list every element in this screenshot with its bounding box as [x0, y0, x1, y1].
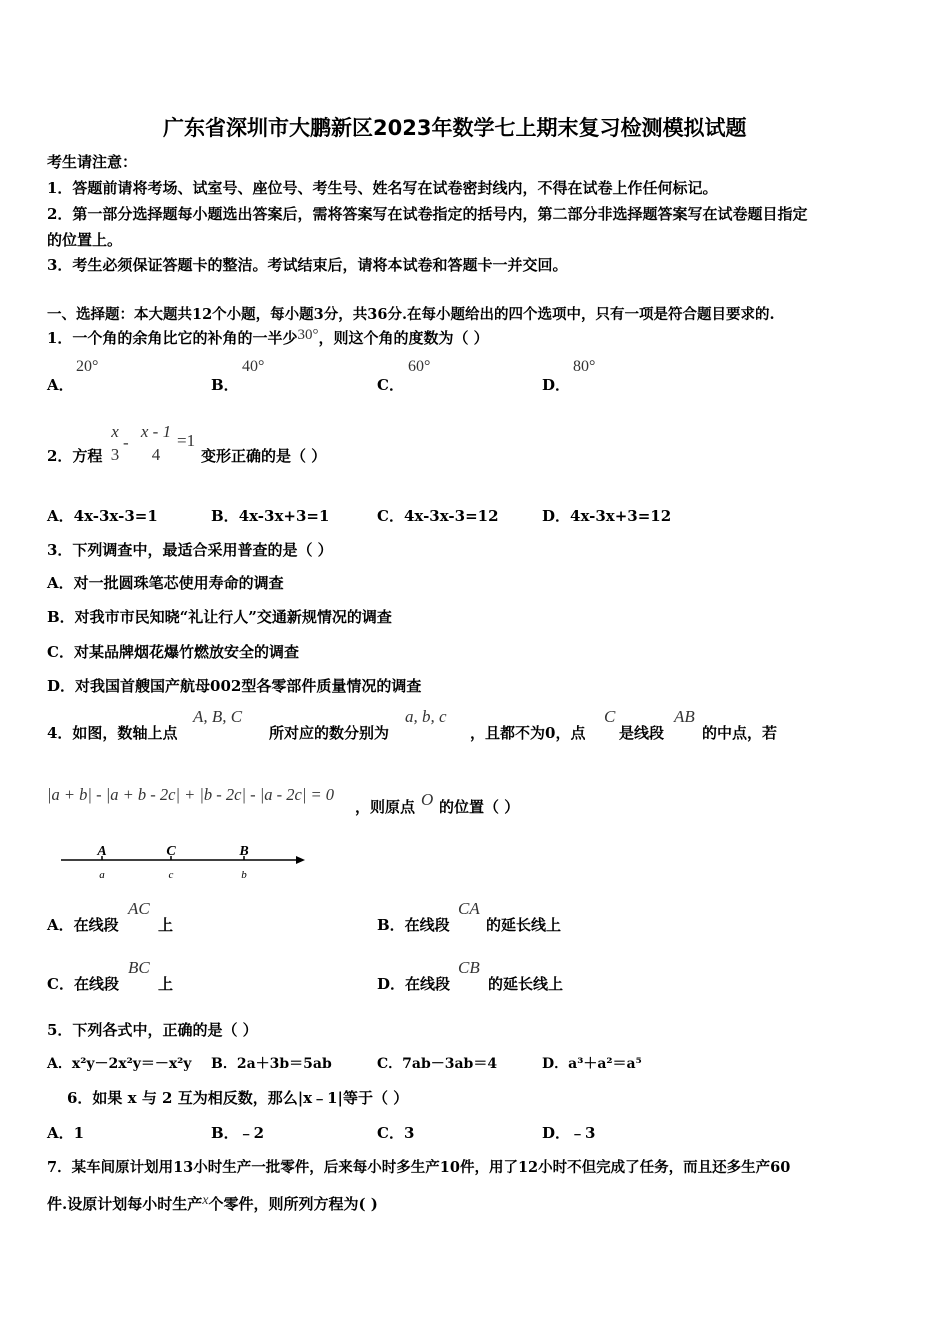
q2-option-label: A．: [47, 507, 74, 525]
q5-option-c: C．7ab－3ab＝4: [377, 1056, 498, 1072]
q2-option-value: 4x-3x-3=12: [403, 507, 499, 525]
q6-option-d: D．﹣3: [542, 1124, 596, 1142]
q1-option-d-value: 80°: [573, 358, 596, 375]
q4-option-d-pre: D．在线段: [377, 975, 451, 993]
q2-suffix: 变形正确的是（ ）: [201, 447, 327, 465]
q2-option-value: 4x-3x+3=12: [570, 507, 672, 525]
q3-option-a: A．对一批圆珠笔芯使用寿命的调查: [47, 574, 284, 592]
q2-option-c: [377, 505, 499, 526]
axis-value-a: a: [99, 869, 105, 881]
q3-option-b: B．对我市市民知晓“礼让行人”交通新规情况的调查: [47, 608, 392, 626]
q1-text: 1．一个角的余角比它的补角的一半少: [47, 329, 298, 347]
q1-text-end: ，则这个角的度数为（ ）: [318, 329, 489, 347]
q4-text-2: 所对应的数分别为: [269, 724, 390, 742]
q2-option-label: D．: [542, 507, 571, 525]
question-7-line-1: 7．某车间原计划用13小时生产一批零件，后来每小时多生产10件，用了12小时不但完成了任务，而且还多生产60: [47, 1159, 791, 1176]
q2-option-b: [211, 505, 329, 526]
q4-text-7: 的位置（ ）: [439, 798, 520, 816]
notice-item: 2．第一部分选择题每小题选出答案后，需将答案写在试卷指定的括号内，第二部分非选择题答案写在试卷题目指定: [47, 205, 808, 223]
q3-option-c: C．对某品牌烟花爆竹燃放安全的调查: [47, 643, 299, 661]
axis-label-B: B: [239, 844, 249, 859]
axis-arrow-icon: [296, 856, 305, 864]
q4-option-d-seg: CB: [458, 958, 480, 977]
q2-option-value: 4x-3x-3=1: [73, 507, 158, 525]
q4-text-5: 的中点，若: [702, 724, 778, 742]
number-line-figure: [55, 840, 315, 890]
q4-equation: |a + b| - |a + b - 2c| + |b - 2c| - |a - 2c| = 0: [47, 785, 335, 804]
q2-frac1-den: 3: [110, 445, 120, 464]
q4-option-b-post: 的延长线上: [486, 916, 562, 934]
question-5-stem: 5．下列各式中，正确的是（ ）: [47, 1021, 258, 1039]
question-7-line-2: [47, 1193, 378, 1214]
q2-frac2-num: x - 1: [140, 422, 172, 441]
q2-frac2-den: 4: [151, 445, 161, 464]
q4-option-a-seg: AC: [128, 899, 150, 918]
q4-option-a-post: 上: [158, 916, 174, 934]
q1-option-d-label: D．: [542, 376, 571, 394]
q4-text-3: ，且都不为0，点: [470, 724, 586, 742]
q2-option-label: B．: [211, 507, 239, 525]
axis-label-A: A: [97, 844, 107, 859]
q6-option-c: C．3: [377, 1124, 415, 1142]
notice-item: 的位置上。: [47, 231, 123, 249]
notice-item: 1．答题前请将考场、试室号、座位号、考生号、姓名写在试卷密封线内，不得在试卷上作任何标记。: [47, 179, 718, 197]
q7-var-x: x: [202, 1193, 209, 1208]
q4-text-1: 4．如图，数轴上点: [47, 724, 178, 742]
q2-minus: -: [123, 433, 129, 452]
q2-option-a: [47, 505, 158, 526]
q3-option-d: D．对我国首艘国产航母002型各零部件质量情况的调查: [47, 677, 422, 695]
q4-option-c-seg: BC: [128, 958, 150, 977]
q4-values: a, b, c: [405, 707, 447, 726]
q5-option-b: B．2a＋3b＝5ab: [211, 1056, 332, 1072]
q4-option-b-seg: CA: [458, 899, 480, 918]
q2-equals: =1: [177, 431, 196, 450]
q4-option-c-post: 上: [158, 975, 174, 993]
q4-points: A, B, C: [193, 707, 243, 726]
axis-label-C: C: [166, 844, 176, 859]
question-3-stem: 3．下列调查中，最适合采用普查的是（ ）: [47, 541, 333, 559]
page-title: 广东省深圳市大鹏新区2023年数学七上期末复习检测模拟试题: [163, 116, 747, 140]
notice-heading: 考生请注意：: [47, 153, 138, 171]
q4-option-c-pre: C．在线段: [47, 975, 119, 993]
q6-option-b: B．﹣2: [211, 1124, 265, 1142]
q2-option-d: [542, 505, 671, 526]
axis-value-b: b: [241, 869, 247, 881]
q1-option-a-value: 20°: [76, 358, 99, 375]
q7-text: 件.设原计划每小时生产: [47, 1195, 203, 1213]
q4-text-6: ，则原点: [355, 798, 416, 816]
notice-item: 3．考生必须保证答题卡的整洁。考试结束后，请将本试卷和答题卡一并交回。: [47, 256, 568, 274]
q4-point-c: C: [604, 707, 616, 726]
q5-option-a: A．x²y－2x²y＝－x²y: [47, 1056, 192, 1072]
q4-origin: O: [421, 790, 434, 809]
q4-segment-ab: AB: [674, 707, 695, 726]
q1-option-a-label: A．: [47, 376, 74, 394]
q1-angle: 30°: [297, 327, 319, 343]
q1-option-c-label: C．: [377, 376, 404, 394]
q5-option-d: D．a³＋a²＝a⁵: [542, 1056, 642, 1072]
q2-prefix: 2．方程: [47, 447, 103, 465]
q4-option-a-pre: A．在线段: [47, 916, 119, 934]
axis-value-c: c: [168, 869, 174, 881]
q4-option-b-pre: B．在线段: [377, 916, 450, 934]
q7-text-end: 个零件，则所列方程为( ): [208, 1195, 378, 1213]
question-1-stem: [47, 327, 489, 348]
q2-option-value: 4x-3x+3=1: [238, 507, 330, 525]
q2-frac1-num: x: [111, 422, 119, 441]
q2-option-label: C．: [377, 507, 404, 525]
question-6-stem: 6．如果 x 与 2 互为相反数，那么|x﹣1|等于（ ）: [67, 1089, 409, 1107]
q1-option-b-label: B．: [211, 376, 239, 394]
section-heading: 一、选择题：本大题共12个小题，每小题3分，共36分.在每小题给出的四个选项中，只有一项是符合题目要求的.: [47, 306, 775, 323]
q1-option-c-value: 60°: [408, 358, 431, 375]
q4-text-4: 是线段: [619, 724, 665, 742]
q6-option-a: A．1: [47, 1124, 85, 1142]
q1-option-b-value: 40°: [242, 358, 265, 375]
q4-option-d-post: 的延长线上: [488, 975, 564, 993]
